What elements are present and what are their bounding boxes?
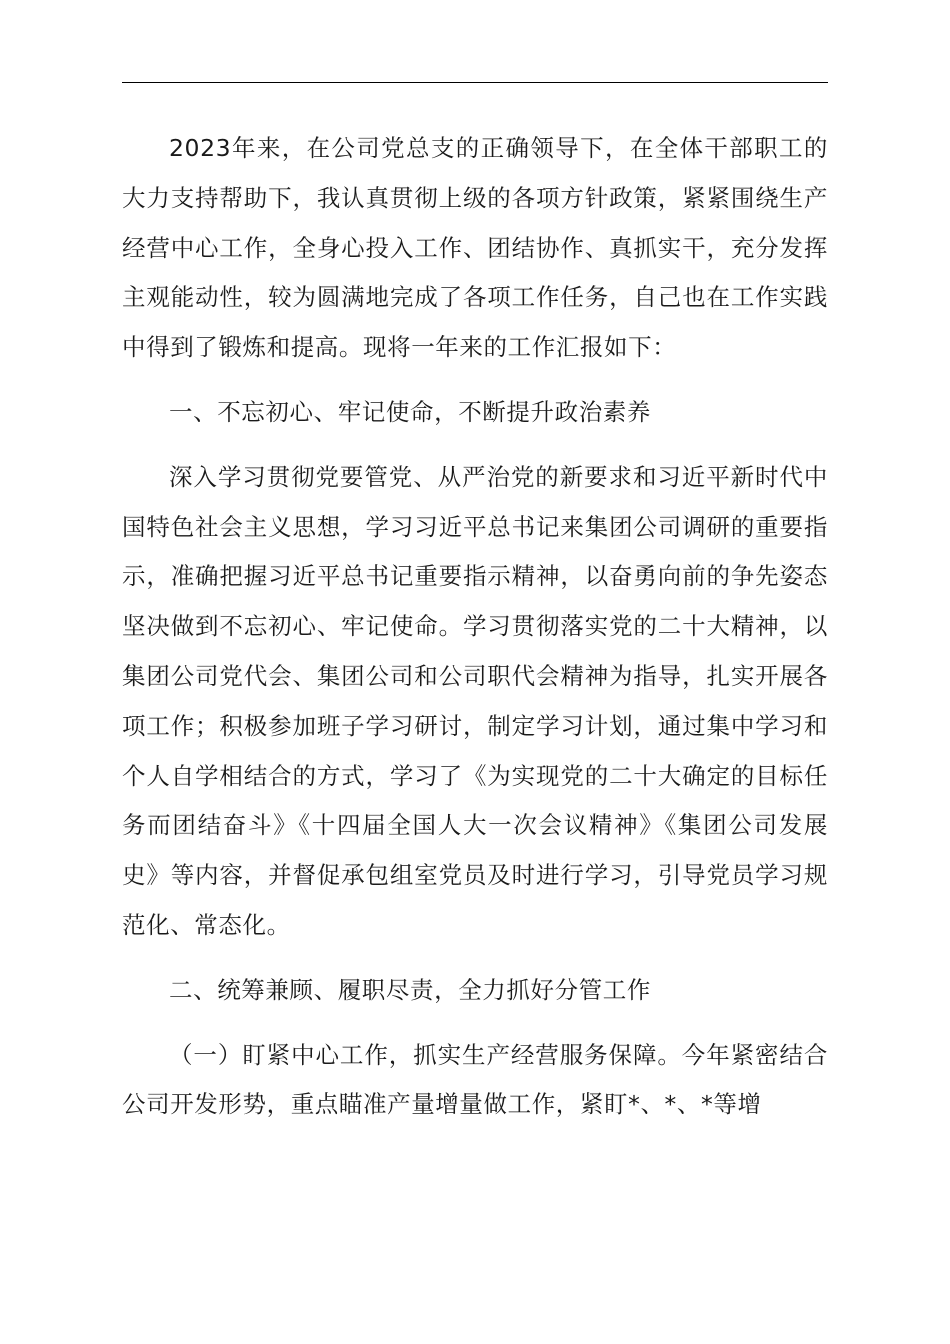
- section-heading-1: 一、不忘初心、牢记使命，不断提升政治素养: [169, 397, 651, 426]
- header-rule: [122, 82, 828, 83]
- section-1-paragraph: 深入学习贯彻党要管党、从严治党的新要求和习近平新时代中国特色社会主义思想，学习习近平总书记来集团公司调研的重要指示，准确把握习近平总书记重要指示精神，以奋勇向前的争先姿态坚决做到不忘初心、牢记使命。学习贯彻落实党的二十大精神，以集团公司党代会、集团公司和公司职代会精神为指导，扎实开展各项工作；积极参加班子学习研讨，制定学习计划，通过集中学习和个人自学相结合的方式，学习了《为实现党的二十大确定的目标任务而团结奋斗》《十四届全国人大一次会议精神》《集团公司发展史》等内容，并督促承包组室党员及时进行学习，引导党员学习规范化、常态化。: [122, 462, 828, 939]
- section-heading-2: 二、统筹兼顾、履职尽责，全力抓好分管工作: [169, 975, 651, 1004]
- document-body: [122, 124, 828, 1144]
- section-2-subsection-1-paragraph: （一）盯紧中心工作，抓实生产经营服务保障。今年紧密结合公司开发形势，重点瞄准产量增量做工作，紧盯*、*、*等增: [122, 1040, 828, 1119]
- intro-paragraph: 2023年来，在公司党总支的正确领导下，在全体干部职工的大力支持帮助下，我认真贯彻上级的各项方针政策，紧紧围绕生产经营中心工作，全身心投入工作、团结协作、真抓实干，充分发挥主观能动性，较为圆满地完成了各项工作任务，自己也在工作实践中得到了锻炼和提高。现将一年来的工作汇报如下：: [122, 134, 828, 362]
